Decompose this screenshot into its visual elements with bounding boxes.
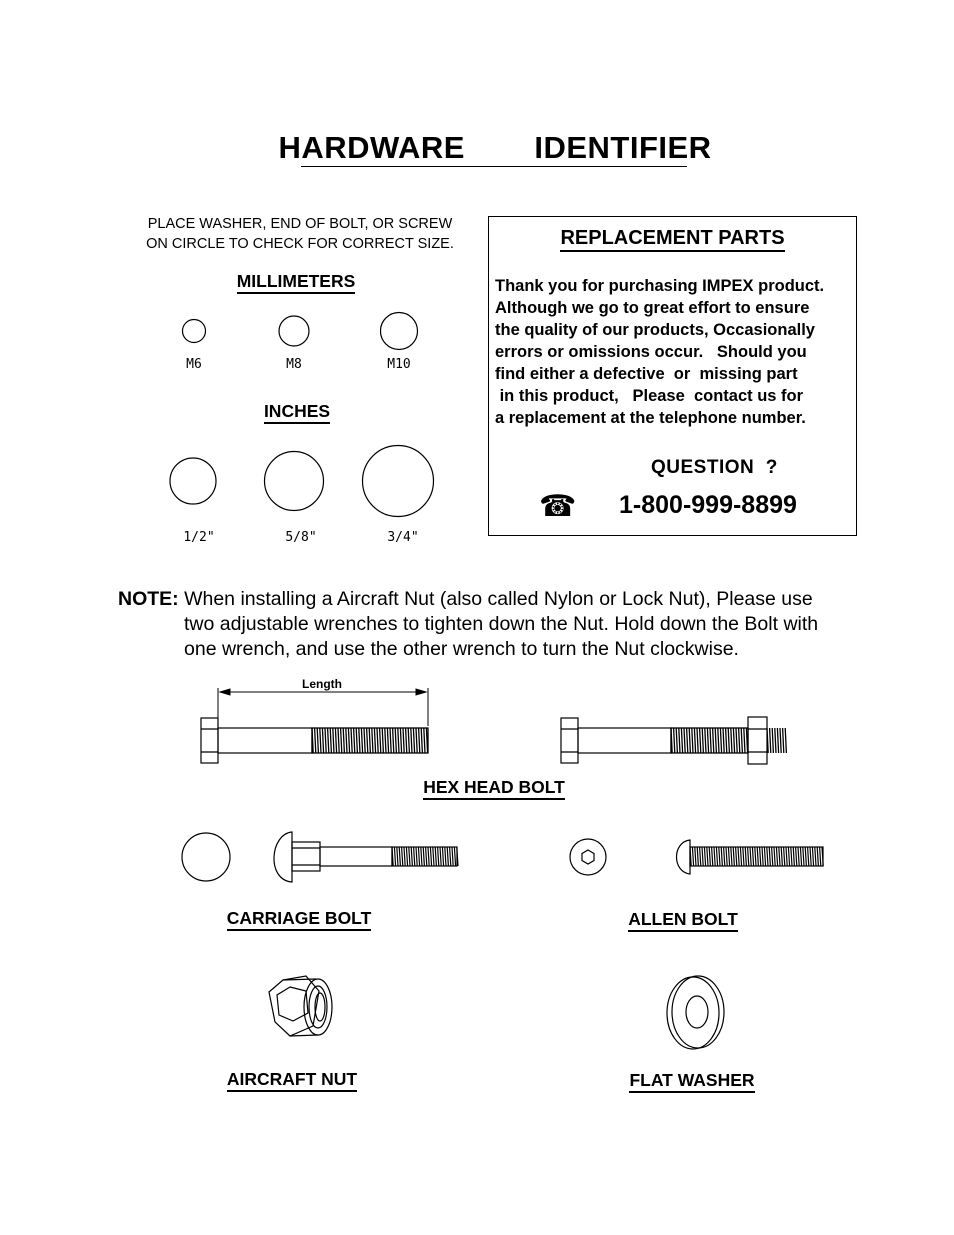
allen-bolt-head-circle (570, 839, 606, 875)
thread-line (739, 728, 740, 753)
thread-line (772, 728, 773, 753)
allen-bolt-threads (690, 847, 823, 866)
thread-line (817, 847, 818, 866)
thread-line (733, 728, 734, 753)
thread-line (419, 728, 420, 753)
thread-line (341, 728, 342, 753)
thread-line (700, 847, 701, 866)
thread-line (395, 728, 396, 753)
m10-circle (381, 313, 418, 350)
thread-line (700, 728, 701, 753)
thread-line (406, 728, 407, 753)
thread-line (815, 847, 816, 866)
thread-line (676, 728, 677, 753)
thread-line (343, 728, 344, 753)
thread-line (803, 847, 804, 866)
thread-line (408, 728, 409, 753)
thread-line (769, 847, 770, 866)
rp-line-3: the quality of our products, Occasionally (495, 321, 815, 339)
thread-line (719, 847, 720, 866)
thread-line (315, 728, 316, 753)
thread-line (382, 728, 383, 753)
rp-line-4: errors or omissions occur. Should you (495, 343, 807, 361)
thread-line (411, 728, 412, 753)
thread-line (741, 728, 742, 753)
flat-washer-label: FLAT WASHER (592, 1070, 792, 1091)
thread-line (433, 847, 434, 866)
note-line-3: one wrench, and use the other wrench to turn the Nut clockwise. (184, 638, 739, 660)
thread-line (411, 847, 412, 866)
thread-line (707, 847, 708, 866)
thread-line (435, 847, 436, 866)
rp-line-7: a replacement at the telephone number. (495, 409, 806, 427)
five-eighths-inch-circle (265, 452, 324, 511)
thread-line (731, 847, 732, 866)
replacement-parts-box (488, 216, 857, 536)
thread-line (418, 847, 419, 866)
thread-line (784, 847, 785, 866)
replacement-parts-heading: REPLACEMENT PARTS (489, 227, 856, 250)
thread-line (736, 728, 737, 753)
thread-line (770, 728, 771, 753)
thread-line (779, 847, 780, 866)
rp-line-6: in this product, Please contact us for (495, 387, 804, 405)
thread-line (777, 728, 778, 753)
thread-line (752, 847, 753, 866)
thread-line (718, 728, 719, 753)
thread-line (681, 728, 682, 753)
note-label: NOTE: (118, 588, 179, 610)
size-label-three-quarter-inch: 3/4" (387, 530, 419, 545)
thread-line (423, 847, 424, 866)
thread-line (812, 847, 813, 866)
carriage-bolt-threads (392, 847, 458, 866)
thread-line (398, 728, 399, 753)
thread-line (346, 728, 347, 753)
thread-line (721, 847, 722, 866)
m6-circle (183, 320, 206, 343)
thread-line (687, 728, 688, 753)
length-dimension (218, 688, 428, 726)
thread-line (414, 847, 415, 866)
phone-number: 1-800-999-8899 (619, 491, 797, 519)
thread-line (317, 728, 318, 753)
thread-line (369, 728, 370, 753)
thread-line (757, 847, 758, 866)
thread-line (738, 847, 739, 866)
thread-line (394, 847, 395, 866)
thread-line (438, 847, 439, 866)
thread-line (776, 847, 777, 866)
thread-line (755, 847, 756, 866)
thread-line (772, 847, 773, 866)
thread-line (697, 728, 698, 753)
thread-line (322, 728, 323, 753)
instruction-line-2: ON CIRCLE TO CHECK FOR CORRECT SIZE. (146, 236, 454, 252)
thread-line (325, 728, 326, 753)
thread-line (390, 728, 391, 753)
thread-line (348, 728, 349, 753)
thread-line (712, 847, 713, 866)
thread-line (783, 728, 784, 753)
allen-bolt-drawing (570, 839, 690, 875)
aircraft-nut-label: AIRCRAFT NUT (192, 1069, 392, 1090)
thread-line (695, 847, 696, 866)
thread-line (692, 728, 693, 753)
size-label-m8: M8 (286, 357, 302, 372)
thread-line (808, 847, 809, 866)
thread-line (374, 728, 375, 753)
thread-line (377, 728, 378, 753)
rp-line-2: Although we go to great effort to ensure (495, 299, 810, 317)
three-quarter-inch-circle (363, 446, 434, 517)
thread-line (748, 847, 749, 866)
thread-line (387, 728, 388, 753)
thread-line (397, 847, 398, 866)
note-line-2: two adjustable wrenches to tighten down the Nut. Hold down the Bolt with (184, 613, 819, 635)
thread-line (810, 847, 811, 866)
thread-line (403, 728, 404, 753)
thread-line (674, 728, 675, 753)
thread-line (713, 728, 714, 753)
thread-line (714, 847, 715, 866)
thread-line (707, 728, 708, 753)
thread-line (430, 847, 431, 866)
instruction-line-1: PLACE WASHER, END OF BOLT, OR SCREW (147, 216, 453, 232)
m8-circle (279, 316, 309, 346)
replacement-parts-text (495, 275, 855, 429)
thread-line (762, 847, 763, 866)
thread-line (793, 847, 794, 866)
thread-line (404, 847, 405, 866)
thread-line (740, 847, 741, 866)
thread-line (697, 847, 698, 866)
page-title: HARDWARE IDENTIFIER (278, 130, 712, 165)
thread-line (731, 728, 732, 753)
thread-line (328, 728, 329, 753)
thread-line (745, 847, 746, 866)
thread-line (820, 847, 821, 866)
thread-line (445, 847, 446, 866)
length-label: Length (302, 677, 342, 691)
carriage-bolt-label: CARRIAGE BOLT (199, 908, 399, 929)
thread-line (684, 728, 685, 753)
thread-line (760, 847, 761, 866)
thread-line (372, 728, 373, 753)
allen-bolt-label: ALLEN BOLT (583, 909, 783, 930)
thread-line (726, 847, 727, 866)
thread-line (385, 728, 386, 753)
thread-line (800, 847, 801, 866)
thread-line (450, 847, 451, 866)
thread-line (440, 847, 441, 866)
thread-line (750, 847, 751, 866)
size-label-five-eighths-inch: 5/8" (285, 530, 317, 545)
thread-line (728, 728, 729, 753)
thread-line (743, 847, 744, 866)
thread-line (354, 728, 355, 753)
thread-line (364, 728, 365, 753)
thread-line (710, 728, 711, 753)
thread-line (400, 728, 401, 753)
thread-line (702, 728, 703, 753)
thread-line (359, 728, 360, 753)
thread-line (694, 728, 695, 753)
thread-line (744, 728, 745, 753)
note-section (118, 587, 878, 662)
aircraft-nut-drawing (269, 976, 332, 1036)
thread-line (416, 847, 417, 866)
half-inch-circle (170, 458, 216, 504)
thread-line (726, 728, 727, 753)
thread-line (705, 728, 706, 753)
thread-line (454, 847, 455, 866)
thread-line (786, 847, 787, 866)
thread-line (330, 728, 331, 753)
thread-line (780, 728, 781, 753)
size-label-half-inch: 1/2" (183, 530, 215, 545)
thread-line (720, 728, 721, 753)
thread-line (447, 847, 448, 866)
rp-line-1: Thank you for purchasing IMPEX product. (495, 277, 825, 295)
thread-line (421, 728, 422, 753)
thread-line (393, 728, 394, 753)
thread-line (320, 728, 321, 753)
thread-line (724, 847, 725, 866)
thread-line (361, 728, 362, 753)
thread-line (338, 728, 339, 753)
thread-line (805, 847, 806, 866)
thread-line (351, 728, 352, 753)
thread-line (798, 847, 799, 866)
thread-line (399, 847, 400, 866)
thread-line (785, 728, 786, 753)
thread-line (679, 728, 680, 753)
inches-heading: INCHES (197, 401, 397, 422)
hex-head-bolt-drawing-1 (201, 718, 312, 763)
size-label-m10: M10 (387, 357, 411, 372)
thread-line (424, 728, 425, 753)
thread-line (333, 728, 334, 753)
thread-line (409, 847, 410, 866)
thread-line (452, 847, 453, 866)
size-label-m6: M6 (186, 357, 202, 372)
hex-head-bolt-threads-1 (312, 728, 428, 753)
rp-line-5: find either a defective or missing part (495, 365, 798, 383)
thread-line (689, 728, 690, 753)
telephone-icon: ☎ (539, 490, 577, 523)
thread-line (791, 847, 792, 866)
thread-line (733, 847, 734, 866)
thread-line (335, 728, 336, 753)
note-line-1: When installing a Aircraft Nut (also called Nylon or Lock Nut), Please use (178, 588, 813, 610)
thread-line (767, 847, 768, 866)
question-label: QUESTION ? (651, 457, 778, 478)
thread-line (704, 847, 705, 866)
thread-line (788, 847, 789, 866)
thread-line (413, 728, 414, 753)
thread-line (442, 847, 443, 866)
thread-line (736, 847, 737, 866)
thread-line (716, 847, 717, 866)
flat-washer-drawing (667, 976, 724, 1049)
thread-line (764, 847, 765, 866)
millimeters-heading: MILLIMETERS (196, 271, 396, 292)
hex-head-bolt-threads-2 (671, 728, 786, 753)
thread-line (781, 847, 782, 866)
thread-line (356, 728, 357, 753)
thread-line (728, 847, 729, 866)
thread-line (380, 728, 381, 753)
thread-line (775, 728, 776, 753)
thread-line (692, 847, 693, 866)
thread-line (402, 847, 403, 866)
hex-head-bolt-label: HEX HEAD BOLT (394, 777, 594, 798)
thread-line (426, 847, 427, 866)
thread-line (406, 847, 407, 866)
thread-line (416, 728, 417, 753)
thread-line (709, 847, 710, 866)
thread-line (774, 847, 775, 866)
thread-line (723, 728, 724, 753)
thread-line (715, 728, 716, 753)
thread-line (796, 847, 797, 866)
thread-line (428, 847, 429, 866)
thread-line (702, 847, 703, 866)
thread-line (367, 728, 368, 753)
carriage-bolt-drawing (182, 832, 392, 882)
thread-line (421, 847, 422, 866)
carriage-bolt-head-circle (182, 833, 230, 881)
